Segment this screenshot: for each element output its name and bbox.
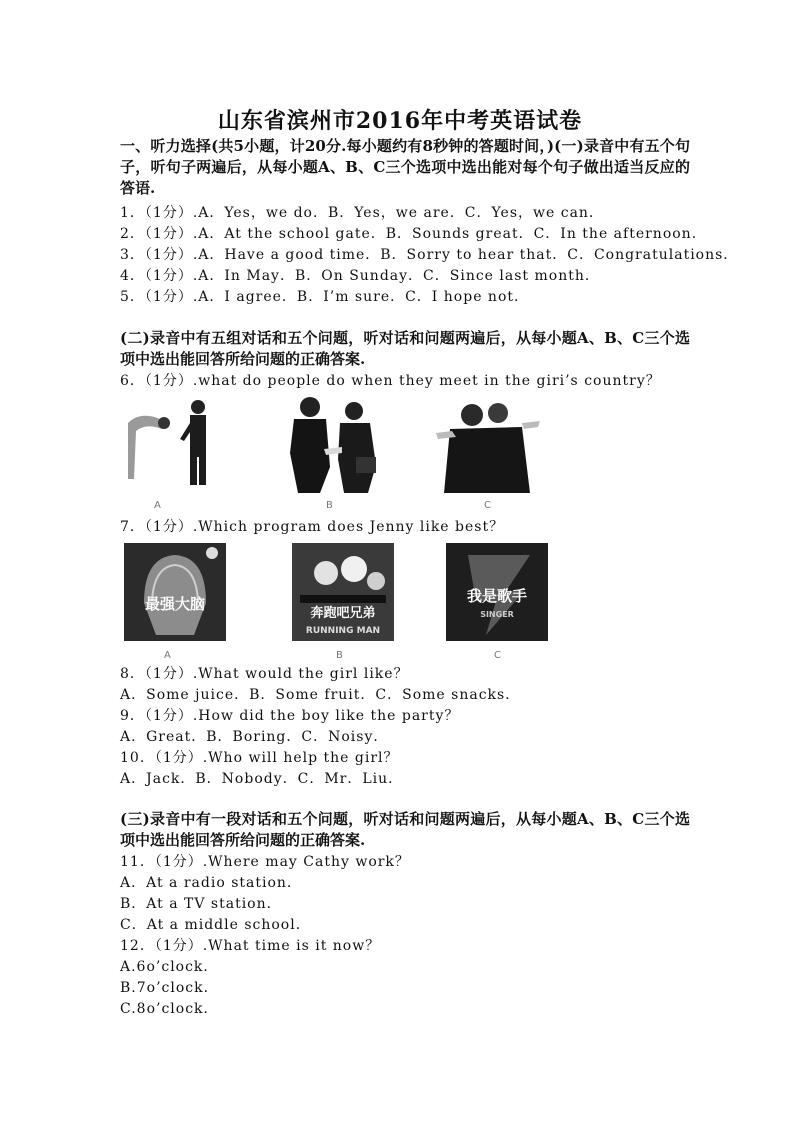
question-12: 12．（1分）.What time is it now？ bbox=[120, 938, 381, 954]
q7-logo-c-subtext: SINGER bbox=[480, 610, 514, 619]
q7-logo-b-text: 奔跑吧兄弟 bbox=[310, 606, 376, 621]
q7-label-c: C bbox=[494, 650, 501, 661]
q6-label-c: C bbox=[484, 500, 491, 511]
q6-image-handshake bbox=[280, 393, 384, 493]
question-12-option-b: B.7o’clock． bbox=[120, 980, 219, 996]
q7-label-a: A bbox=[164, 650, 171, 661]
q7-image-program-c bbox=[446, 543, 548, 641]
question-10: 10．（1分）.Who will help the girl？ bbox=[120, 750, 399, 766]
question-4: 4．（1分）.A．In May．B．On Sunday．C．Since last month． bbox=[120, 268, 600, 284]
q7-logo-a-text: 最强大脑 bbox=[144, 595, 206, 613]
question-8: 8．（1分）.What would the girl like？ bbox=[120, 666, 409, 682]
q6-label-b: B bbox=[326, 500, 333, 511]
question-1: 1．（1分）.A．Yes，we do．B．Yes，we are．C．Yes，we can． bbox=[120, 205, 604, 221]
question-11: 11．（1分）.Where may Cathy work？ bbox=[120, 854, 410, 870]
q6-image-bowing bbox=[120, 393, 224, 493]
q7-label-b: B bbox=[336, 650, 343, 661]
question-9: 9．（1分）.How did the boy like the party？ bbox=[120, 708, 460, 724]
q7-image-program-b bbox=[292, 543, 394, 641]
question-11-option-c: C．At a middle school． bbox=[120, 917, 311, 933]
q6-image-row bbox=[120, 393, 560, 511]
question-10-options: A．Jack．B．Nobody．C．Mr．Liu． bbox=[120, 771, 404, 787]
section3-intro: (三)录音中有一段对话和五个问题，听对话和问题两遍后，从每小题A、B、C三个选项中选出能回答所给问题的正确答案. bbox=[120, 810, 690, 849]
q7-image-program-a bbox=[124, 543, 226, 641]
section1-intro: 一、听力选择(共5小题，计20分.每小题约有8秒钟的答题时间，)(一)录音中有五个句子，听句子两遍后，从每小题A、B、C三个选项中选出能对每个句子做出适当反应的答语. bbox=[120, 137, 690, 197]
question-12-option-c: C.8o’clock． bbox=[120, 1001, 219, 1017]
question-2: 2．（1分）.A．At the school gate．B．Sounds great．C．In the afternoon． bbox=[120, 226, 707, 242]
question-11-option-b: B．At a TV station． bbox=[120, 896, 282, 912]
q6-image-hugging bbox=[436, 393, 540, 493]
q7-logo-c-text: 我是歌手 bbox=[466, 587, 528, 605]
q7-image-row bbox=[120, 543, 560, 661]
question-8-options: A．Some juice．B．Some fruit．C．Some snacks． bbox=[120, 687, 521, 703]
question-11-option-a: A．At a radio station． bbox=[120, 875, 302, 891]
question-12-option-a: A.6o’clock． bbox=[120, 959, 219, 975]
question-5: 5．（1分）.A．I agree．B．I’m sure．C．I hope not． bbox=[120, 289, 530, 305]
section2-intro: (二)录音中有五组对话和五个问题，听对话和问题两遍后，从每小题A、B、C三个选项中选出能回答所给问题的正确答案. bbox=[120, 329, 690, 368]
question-9-options: A．Great．B．Boring．C．Noisy． bbox=[120, 729, 389, 745]
question-3: 3．（1分）.A．Have a good time．B．Sorry to hear that．C．Congratulations． bbox=[120, 247, 739, 263]
q7-logo-b-subtext: RUNNING MAN bbox=[305, 626, 381, 636]
page-title: 山东省滨州市2016年中考英语试卷 bbox=[217, 108, 583, 134]
question-6: 6．（1分）.what do people do when they meet in the giri’s country？ bbox=[120, 373, 661, 389]
q6-label-a: A bbox=[154, 500, 161, 511]
question-7: 7．（1分）.Which program does Jenny like best？ bbox=[120, 519, 505, 535]
